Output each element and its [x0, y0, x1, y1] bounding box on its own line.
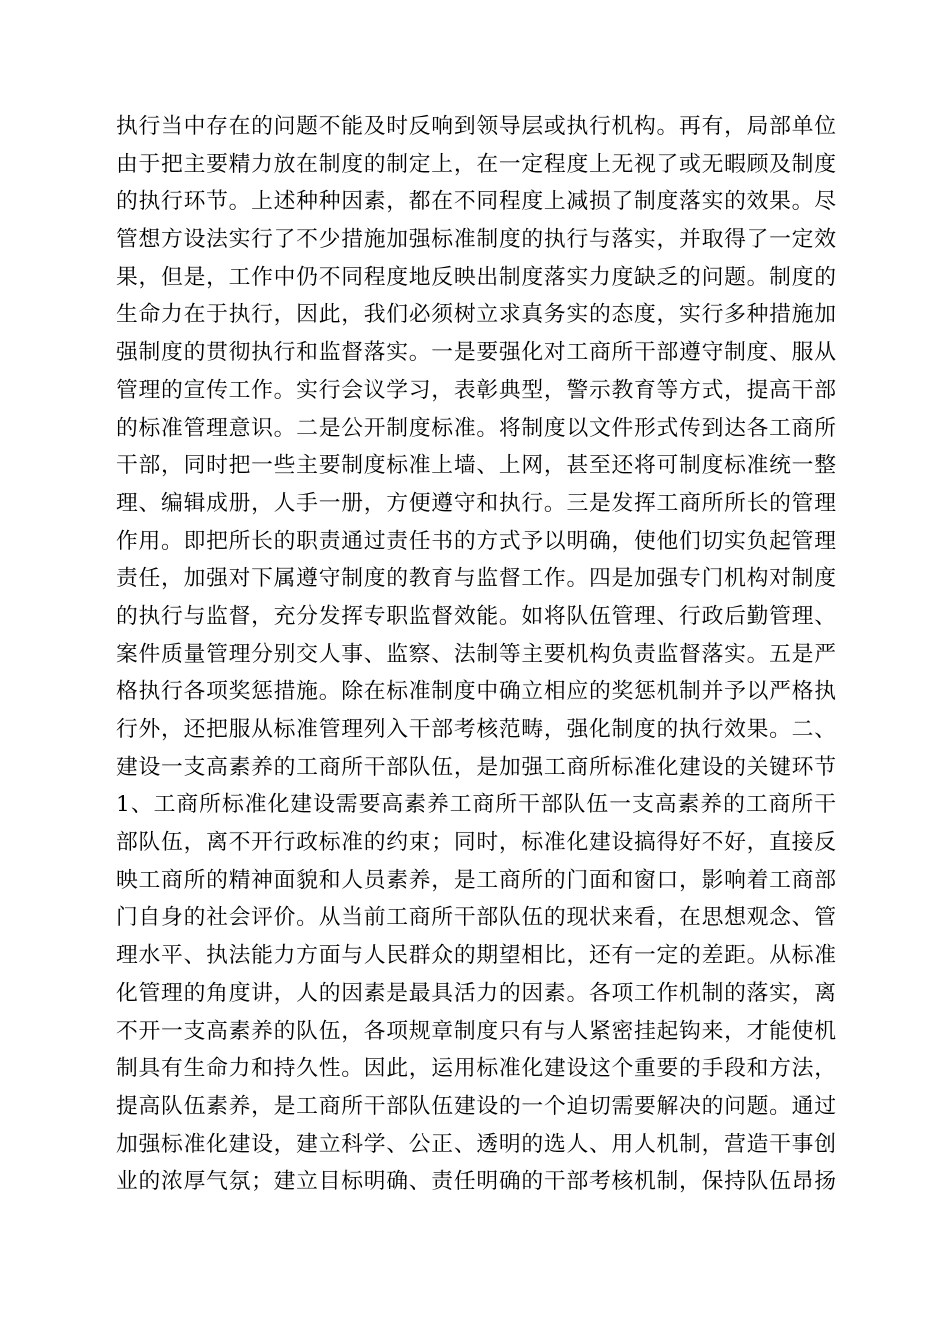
text-line: 理、编辑成册，人手一册，方便遵守和执行。三是发挥工商所所长的管理: [116, 490, 836, 516]
text-line: 执行当中存在的问题不能及时反响到领导层或执行机构。再有，局部单位: [116, 114, 836, 139]
text-line: 门自身的社会评价。从当前工商所干部队伍的现状来看，在思想观念、管: [116, 905, 836, 931]
text-line: 加强标准化建设，建立科学、公正、透明的选人、用人机制，营造干事创: [116, 1131, 836, 1157]
text-line: 格执行各项奖惩措施。除在标准制度中确立相应的奖惩机制并予以严格执: [116, 679, 836, 705]
text-line: 管理的宣传工作。实行会议学习，表彰典型，警示教育等方式，提高干部: [116, 377, 836, 403]
text-line: 行外，还把服从标准管理列入干部考核范畴，强化制度的执行效果。二、: [116, 717, 836, 742]
text-line: 的执行环节。上述种种因素，都在不同程度上减损了制度落实的效果。尽: [116, 189, 836, 215]
text-line: 管想方设法实行了不少措施加强标准制度的执行与落实，并取得了一定效: [116, 227, 836, 253]
text-line: 责任，加强对下属遵守制度的教育与监督工作。四是加强专门机构对制度: [116, 566, 836, 592]
text-line: 生命力在于执行，因此，我们必须树立求真务实的态度，实行多种措施加: [116, 302, 836, 328]
text-line: 案件质量管理分别交人事、监察、法制等主要机构负责监督落实。五是严: [116, 641, 836, 667]
text-line: 1、工商所标准化建设需要高素养工商所干部队伍一支高素养的工商所干: [116, 792, 836, 818]
text-line: 部队伍，离不开行政标准的约束；同时，标准化建设搞得好不好，直接反: [116, 830, 836, 856]
text-line: 干部，同时把一些主要制度标准上墙、上网，甚至还将可制度标准统一整: [116, 453, 836, 479]
text-line: 作用。即把所长的职责通过责任书的方式予以明确，使他们切实负起管理: [116, 528, 836, 554]
text-line: 映工商所的精神面貌和人员素养，是工商所的门面和窗口，影响着工商部: [116, 867, 836, 893]
text-line: 建设一支高素养的工商所干部队伍，是加强工商所标准化建设的关键环节: [116, 754, 836, 780]
text-line: 果，但是，工作中仍不同程度地反映出制度落实力度缺乏的问题。制度的: [116, 264, 836, 290]
text-line: 化管理的角度讲，人的因素是最具活力的因素。各项工作机制的落实，离: [116, 980, 836, 1006]
text-line: 强制度的贯彻执行和监督落实。一是要强化对工商所干部遵守制度、服从: [116, 340, 836, 366]
text-line: 的执行与监督，充分发挥专职监督效能。如将队伍管理、行政后勤管理、: [116, 603, 836, 629]
text-line: 提高队伍素养，是工商所干部队伍建设的一个迫切需要解决的问题。通过: [116, 1093, 836, 1119]
body-text: [116, 108, 836, 1201]
text-line: 的标准管理意识。二是公开制度标准。将制度以文件形式传到达各工商所: [116, 415, 836, 441]
text-line: 制具有生命力和持久性。因此，运用标准化建设这个重要的手段和方法，: [116, 1056, 836, 1082]
text-line: 由于把主要精力放在制度的制定上，在一定程度上无视了或无暇顾及制度: [116, 151, 836, 177]
text-line: 理水平、执法能力方面与人民群众的期望相比，还有一定的差距。从标准: [116, 943, 836, 969]
text-line: 不开一支高素养的队伍，各项规章制度只有与人紧密挂起钩来，才能使机: [116, 1018, 836, 1044]
text-line: 业的浓厚气氛；建立目标明确、责任明确的干部考核机制，保持队伍昂扬: [116, 1169, 836, 1195]
